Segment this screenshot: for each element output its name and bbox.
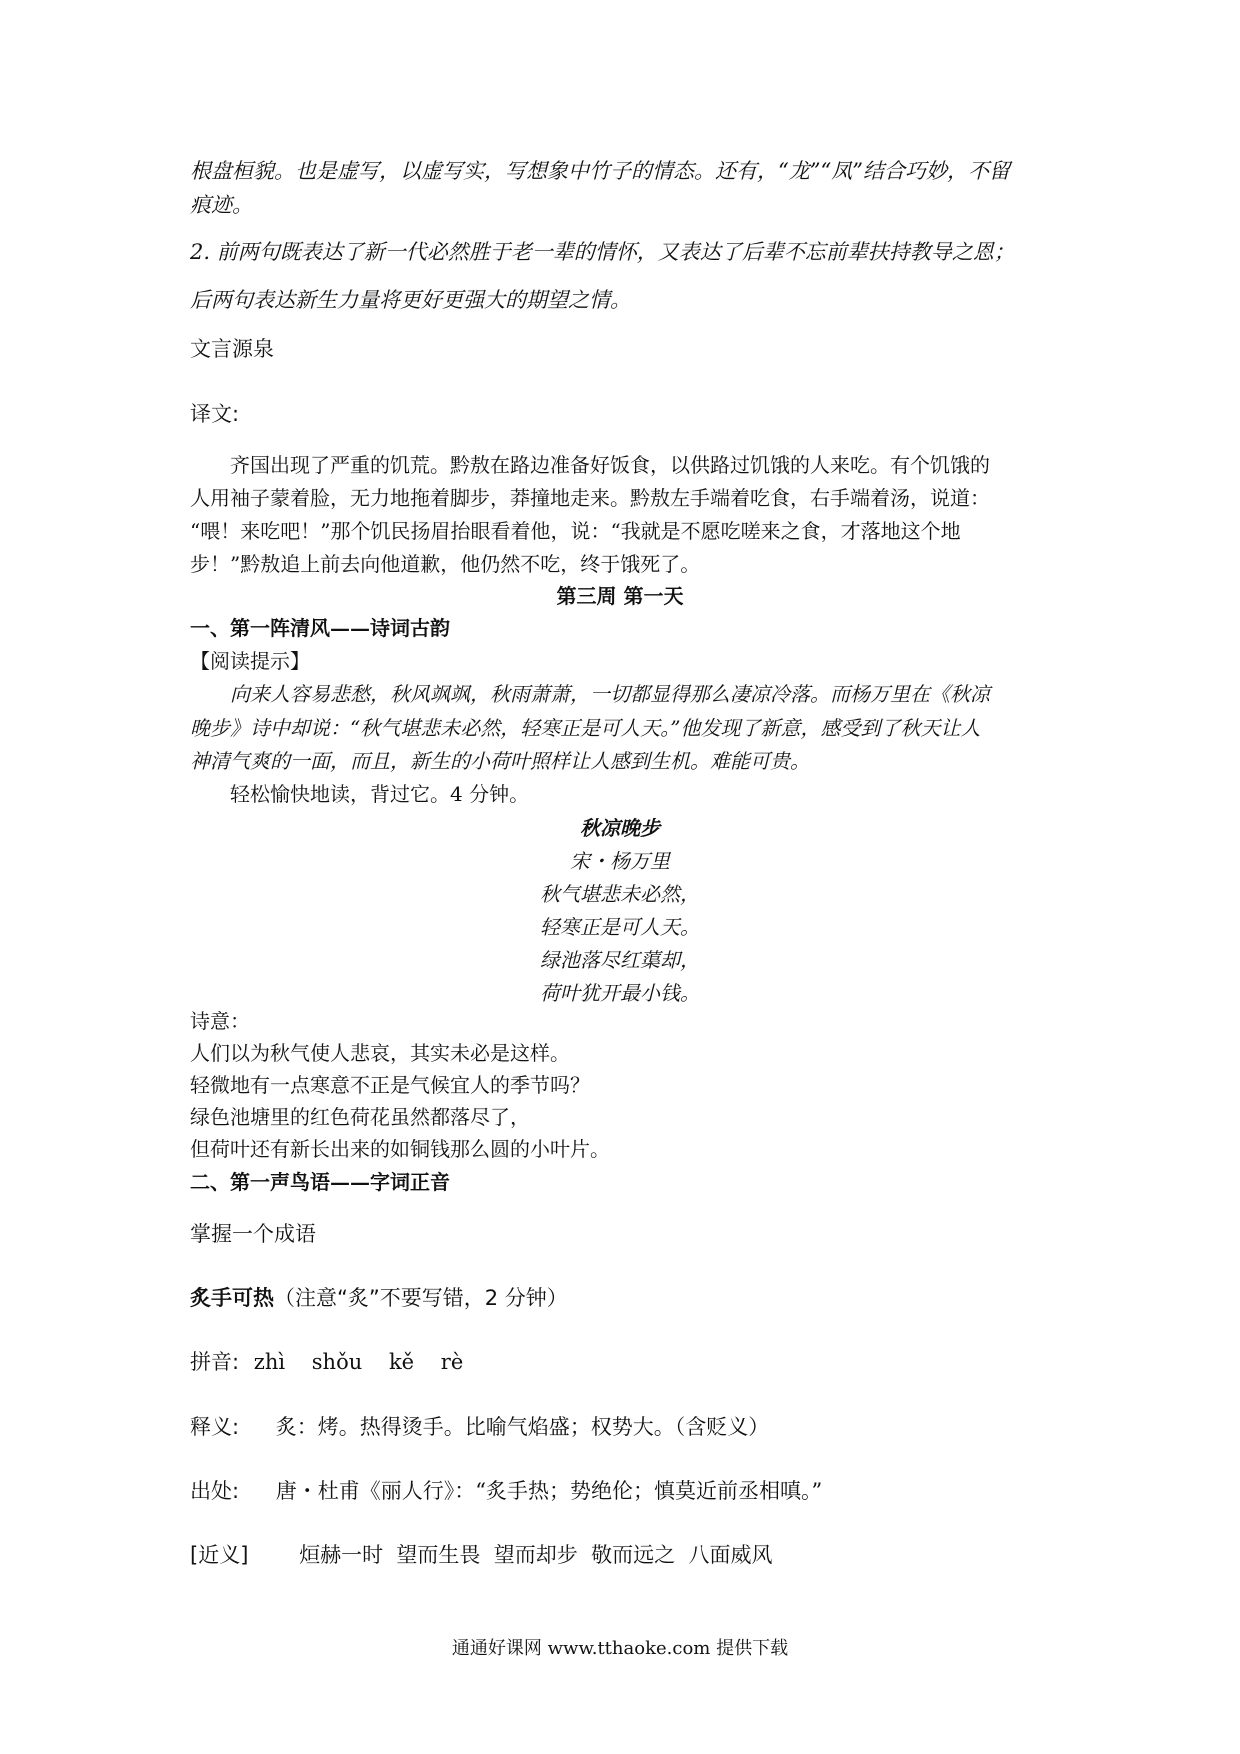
intro-line-2: 痕迹。 [190,193,253,217]
idiom-word: 炙手可热 [190,1286,274,1310]
synonym-row [190,1539,772,1569]
translation-line: “喂！来吃吧！”那个饥民扬眉抬眼看着他，说：“我就是不愿吃嗟来之食，才落地这个地 [190,519,961,543]
translation-line: 人用袖子蒙着脸，无力地拖着脚步，莽撞地走来。黔敖左手端着吃食，右手端着汤，说道： [190,486,990,510]
poem-author: 宋・杨万里 [570,849,670,873]
page-footer: 通通好课网 www.tthaoke.com 提供下载 [451,1638,789,1659]
poem-meaning-line: 轻微地有一点寒意不正是气候宜人的季节吗？ [190,1073,590,1097]
source-row [190,1475,822,1505]
poem-meaning-line: 绿色池塘里的红色荷花虽然都落尽了， [190,1105,530,1129]
idiom-intro: 掌握一个成语 [190,1222,316,1246]
intro-item-2b: 后两句表达新生力量将更好更强大的期望之情。 [190,288,631,312]
synonym-list: 烜赫一时 望而生畏 望而却步 敬而远之 八面威风 [299,1543,773,1567]
idiom-line [190,1282,568,1312]
intro-line-1: 根盘桓貌。也是虚写，以虚写实，写想象中竹子的情态。还有，“龙”“凤”结合巧妙，不留 [190,159,1010,183]
source-value: 唐・杜甫《丽人行》：“炙手热；势绝伦；慎莫近前丞相嗔。” [275,1479,823,1503]
poem-line: 绿池落尽红蕖却， [540,948,700,972]
section1-heading: 一、第一阵清风——诗词古韵 [190,616,450,640]
poem-title: 秋凉晚步 [580,816,660,840]
synonym-label: [近义] [190,1543,249,1567]
poem-meaning-label: 诗意： [190,1009,250,1033]
meaning-label: 释义: [190,1415,240,1439]
reading-tip-line: 神清气爽的一面，而且，新生的小荷叶照样让人感到生机。难能可贵。 [190,749,810,773]
poem-meaning-line: 但荷叶还有新长出来的如铜钱那么圆的小叶片。 [190,1137,610,1161]
idiom-note: （注意“炙”不要写错，2 分钟） [274,1286,568,1310]
wenyan-heading: 文言源泉 [190,337,274,361]
meaning-row [190,1411,769,1441]
source-label: 出处: [190,1479,240,1503]
meaning-value: 炙：烤。热得烫手。比喻气焰盛；权势大。（含贬义） [275,1415,770,1439]
reading-tip-label: 【阅读提示】 [190,649,310,673]
poem-line: 秋气堪悲未必然， [540,882,700,906]
translation-label: 译文: [190,402,240,426]
pinyin-value: zhì shǒu kě rè [253,1350,464,1374]
poem-meaning-line: 人们以为秋气使人悲哀，其实未必是这样。 [190,1041,570,1065]
reading-instruction: 轻松愉快地读，背过它。4 分钟。 [230,782,530,806]
section2-heading: 二、第一声鸟语——字词正音 [190,1170,450,1194]
translation-line: 步！”黔敖追上前去向他道歉，他仍然不吃，终于饿死了。 [190,552,701,576]
reading-tip-line: 向来人容易悲愁，秋风飒飒，秋雨萧萧，一切都显得那么凄凉冷落。而杨万里在《秋凉 [230,682,990,706]
reading-tip-line: 晚步》诗中却说：“秋气堪悲未必然，轻寒正是可人天。”他发现了新意，感受到了秋天让人 [190,716,981,740]
translation-line: 齐国出现了严重的饥荒。黔敖在路边准备好饭食，以供路过饥饿的人来吃。有个饥饿的 [230,453,990,477]
week-title: 第三周 第一天 [556,584,684,608]
poem-line: 轻寒正是可人天。 [540,915,700,939]
intro-item-2a: 2. 前两句既表达了新一代必然胜于老一辈的情怀，又表达了后辈不忘前辈扶持教导之恩； [190,240,1015,264]
pinyin-label: 拼音: [190,1350,240,1374]
pinyin-row [190,1346,463,1376]
poem-line: 荷叶犹开最小钱。 [540,981,700,1005]
